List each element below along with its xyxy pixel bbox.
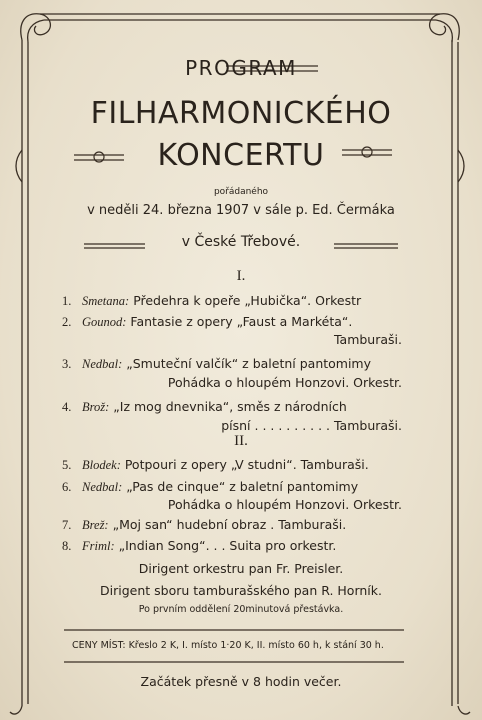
- item-composer: Brež:: [81, 518, 109, 532]
- item-number: 5.: [62, 458, 72, 472]
- choir-conductor: Dirigent sboru tamburašského pan R. Horník.: [100, 583, 382, 598]
- program-item: [62, 314, 408, 330]
- item-text: Potpouri z opery „V studni“. Tamburaši.: [124, 457, 369, 472]
- part1-heading: I.: [236, 268, 246, 284]
- item-text: Předehra k opeře „Hubička“. Orkestr: [133, 293, 362, 308]
- program-item: [62, 293, 408, 309]
- item-number: 4.: [62, 400, 72, 414]
- item-text: „Pas de cinque“ z baletní pantomimy: [126, 479, 359, 494]
- program-item: [62, 517, 408, 533]
- item-text: „Smuteční valčík“ z baletní pantomimy: [126, 356, 372, 371]
- item-composer: Blodek:: [81, 458, 121, 472]
- item-text: „Iz mog dnevnika“, směs z národních: [113, 399, 347, 414]
- item-composer: Brož:: [81, 400, 110, 414]
- program-item: [62, 538, 408, 554]
- item-composer: Nedbal:: [81, 357, 123, 371]
- item-continuation: Pohádka o hloupém Honzovi. Orkestr.: [167, 497, 402, 512]
- date-place: v neděli 24. března 1907 v sále p. Ed. Čermáka: [87, 203, 395, 218]
- item-composer: Gounod:: [81, 315, 127, 329]
- item-text: „Indian Song“. . . Suita pro orkestr.: [118, 538, 337, 553]
- item-number: 1.: [62, 294, 72, 308]
- item-number: 3.: [62, 357, 72, 371]
- item-text: „Moj san“ hudební obraz . Tamburaši.: [112, 517, 347, 532]
- concert-title-line1: FILHARMONICKÉHO: [90, 96, 392, 131]
- item-number: 6.: [62, 480, 72, 494]
- ticket-prices: CENY MÍST: Křeslo 2 K, I. místo 1·20 K, II. místo 60 h, k stání 30 h.: [72, 640, 384, 651]
- item-text: Fantasie z opery „Faust a Markéta“.: [130, 314, 353, 329]
- program-title: PROGRAM: [185, 56, 297, 80]
- program-item: [62, 479, 408, 495]
- program-item: [62, 356, 408, 372]
- item-continuation: písní . . . . . . . . . . Tamburaši.: [221, 418, 402, 433]
- start-time: Začátek přesně v 8 hodin večer.: [140, 674, 342, 689]
- program-item: [62, 399, 408, 415]
- item-number: 7.: [62, 518, 72, 532]
- program-item: [62, 457, 408, 473]
- intermission-note: Po prvním oddělení 20minutová přestávka.: [138, 604, 344, 615]
- item-composer: Friml:: [81, 539, 115, 553]
- item-continuation: Tamburaši.: [333, 332, 402, 347]
- item-composer: Nedbal:: [81, 480, 123, 494]
- item-continuation: Pohádka o hloupém Honzovi. Orkestr.: [167, 375, 402, 390]
- town: v České Třebové.: [181, 234, 301, 250]
- item-composer: Smetana:: [81, 294, 130, 308]
- item-number: 2.: [62, 315, 72, 329]
- item-number: 8.: [62, 539, 72, 553]
- part2-heading: II.: [234, 433, 248, 449]
- orchestra-conductor: Dirigent orkestru pan Fr. Preisler.: [138, 561, 344, 576]
- concert-title-line2: KONCERTU: [157, 138, 325, 173]
- organized-label: pořádaného: [213, 187, 269, 197]
